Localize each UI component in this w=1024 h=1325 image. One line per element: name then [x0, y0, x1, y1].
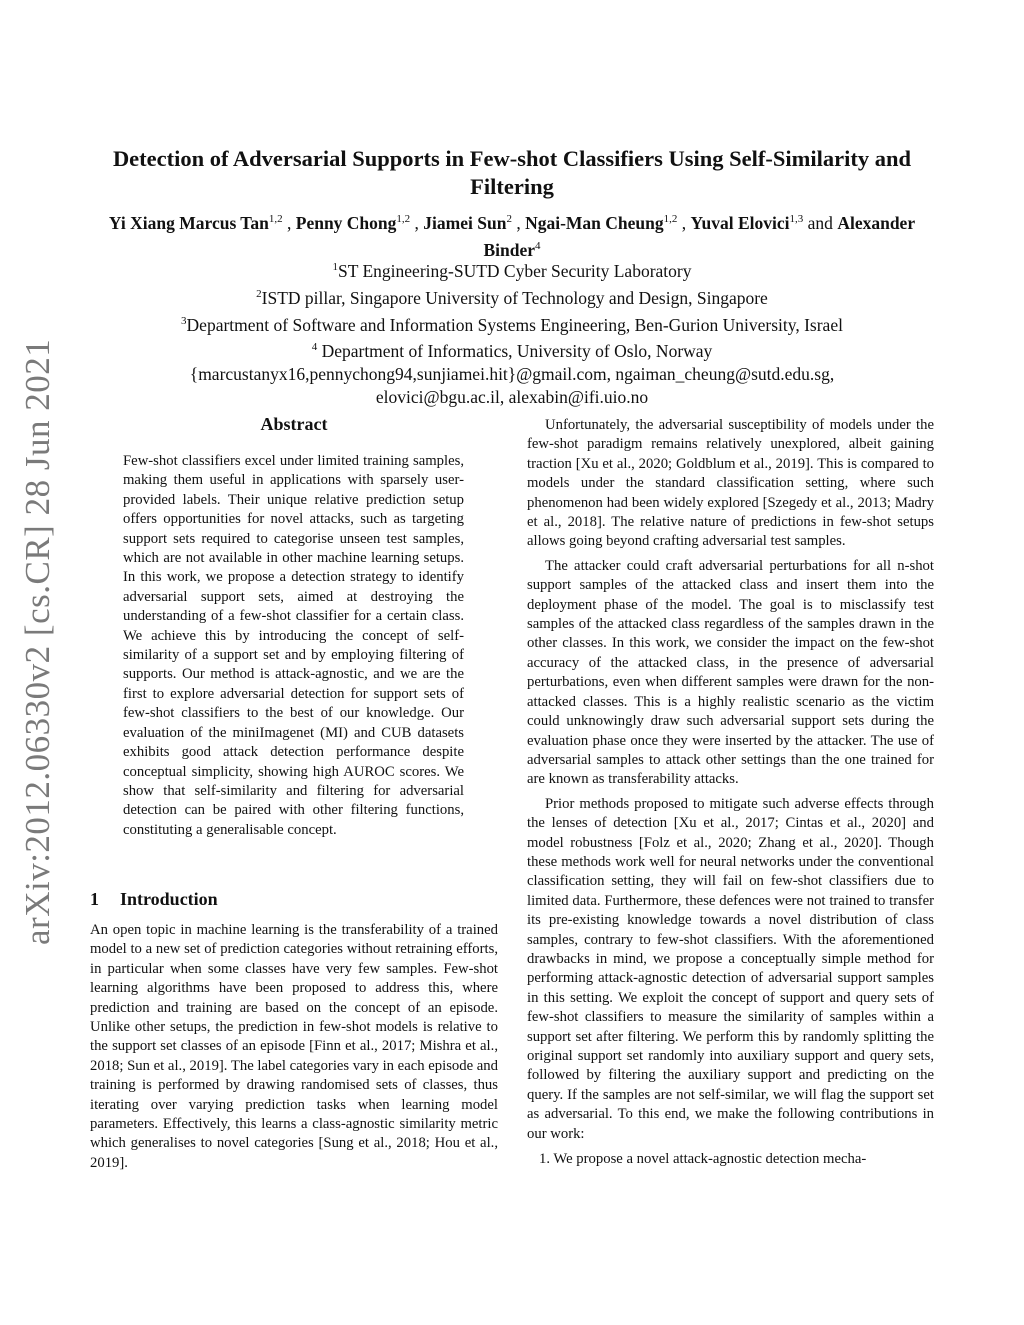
abstract-heading: Abstract [260, 414, 328, 434]
affiliation-line [100, 283, 924, 310]
author-affil-marker: 1,2 [268, 213, 283, 225]
author-name: Alexander Binder [483, 212, 916, 260]
author-separator: , [677, 212, 691, 233]
affiliation-line [100, 256, 924, 283]
author-separator: and [803, 212, 838, 233]
author-affil-marker: 2 [506, 213, 512, 225]
affiliation-line [100, 336, 924, 363]
affiliation-text: ISTD pillar, Singapore University of Technology and Design, Singapore [261, 287, 768, 308]
affiliation-line [100, 310, 924, 337]
affiliation-marker: 1 [332, 261, 338, 273]
author-affil-marker: 1,2 [396, 213, 411, 225]
email-line: elovici@bgu.ac.il, alexabin@ifi.uio.no [375, 387, 649, 408]
author-separator: , [511, 212, 526, 233]
section-title: Introduction [120, 889, 218, 909]
author-name: Yi Xiang Marcus Tan [108, 212, 269, 233]
author-name: Ngai-Man Cheung [525, 212, 664, 233]
author-name: Penny Chong [295, 212, 397, 233]
affiliation-block [100, 256, 924, 409]
section-heading-introduction [90, 889, 218, 910]
affiliation-text: Department of Software and Information Systems Engineering, Ben-Gurion University, Israel [186, 314, 843, 335]
author-affil-marker: 1,2 [663, 213, 678, 225]
affiliation-text: ST Engineering-SUTD Cyber Security Laboratory [338, 260, 692, 281]
body-paragraph: Prior methods proposed to mitigate such adverse effects through the lenses of detection [Xu et al., 2017; Cintas et al., 2020] and model robustness [Folz et al., 2020; Zhang et al., 2020]. Though these methods work well for neural networks under the conventional classification setting, they will fail on few-shot classifiers due to limited data. Furthermore, these defences were not trained to transfer its pre-existing knowledge towards a novel distribution of class samples, contrary to few-shot classifiers. With the aforementioned drawbacks in mind, we propose a conceptually simple method for performing attack-agnostic detection of adversarial support samples in this setting. We exploit the concept of support and query sets of few-shot classifiers to measure the similarity of samples within a support set after filtering. We perform this by randomly splitting the original support set randomly into auxiliary support and query sets, followed by filtering the auxiliary support and predicting on the query. If the samples are not self-similar, we will flag the support set as adversarial. To this end, we make the following contributions in our work: [527, 795, 934, 1142]
author-name: Yuval Elovici [690, 212, 790, 233]
arxiv-identifier-stamp: arXiv:2012.06330v2 [cs.CR] 28 Jun 2021 [18, 338, 57, 945]
author-list [100, 208, 924, 262]
abstract-text: Few-shot classifiers excel under limited training samples, making them useful in applications with sparsely user-provided labels. Their unique relative prediction setup offers opportunities for novel attacks, such as targeting support sets required to categorise unseen test samples, which are not available in other machine learning setups. In this work, we propose a detection strategy to identify adversarial support sets, aimed at destroying the understanding of a few-shot classifier for a certain class. We achieve this by introducing the concept of self-similarity of a support set and by employing filtering of supports. Our method is attack-agnostic, and we are the first to explore adversarial detection for support sets of few-shot classifiers to the best of our knowledge. Our evaluation of the miniImagenet (MI) and CUB datasets exhibits good attack detection performance despite conceptual simplicity, showing high AUROC scores. We show that self-similarity and filtering for adversarial detection can be paired with other filtering functions, constituting a generalisable concept. [123, 453, 464, 838]
right-column [527, 416, 934, 1174]
affiliation-marker: 3 [181, 314, 187, 327]
affiliation-text: Department of Informatics, University of Oslo, Norway [317, 341, 713, 362]
author-affil-marker: 1,3 [789, 213, 804, 225]
body-paragraph: Unfortunately, the adversarial susceptibility of models under the few-shot paradigm remains relatively unexplored, albeit gaining traction [Xu et al., 2020; Goldblum et al., 2019]. This is compared to models under the standard classification setting, where such phenomenon had been widely explored [Szegedy et al., 2013; Madry et al., 2018]. The relative nature of predictions in few-shot setups allows going beyond crafting adversarial test samples. [527, 417, 934, 550]
contribution-list-item: 1. We propose a novel attack-agnostic detection mecha- [539, 1151, 867, 1168]
author-affil-marker: 4 [535, 239, 541, 252]
email-line: {marcustanyx16,pennychong94,sunjiamei.hit}@gmail.com, ngaiman_cheung@sutd.edu.sg, [189, 364, 835, 385]
introduction-paragraph: An open topic in machine learning is the transferability of a trained model to a new set of prediction categories without retraining efforts, in particular when some classes have very few samples. Few-shot learning algorithms have been proposed to address this, where prediction and training are based on the concept of an episode. Unlike other setups, the prediction in few-shot models is relative to the support set classes of an episode [Finn et al., 2017; Mishra et al., 2018; Sun et al., 2019]. The label categories vary in each episode and training is performed by drawing randomised sets of classes, thus iterating over varying prediction tasks when learning model parameters. Effectively, this learns a class-agnostic similarity metric which generalises to novel categories [Sung et al., 2018; Hou et al., 2019]. [90, 922, 498, 1171]
author-separator: , [282, 212, 296, 233]
body-paragraph: The attacker could craft adversarial perturbations for all n-shot support samples of the attacked class and insert them into the deployment phase of the model. The goal is to misclassify test samples of the attacked class regardless of the samples drawn in the other classes. In this work, we consider the impact on the few-shot accuracy of the attacked class, in the presence of adversarial perturbations, even when different samples were drawn for the non-attacked classes. This is a highly realistic scenario as the victim could unknowingly draw such adversarial support sets during the evaluation phase once they were inserted by the attacker. The use of adversarial samples to attack other settings than the one trained for are known as transferability attacks. [527, 557, 934, 788]
author-name: Jiamei Sun [423, 212, 507, 233]
affiliation-marker: 2 [256, 287, 262, 300]
affiliation-marker: 4 [311, 341, 318, 354]
section-number: 1 [90, 889, 99, 909]
paper-title: Detection of Adversarial Supports in Few-shot Classifiers Using Self-Similarity and Filtering [112, 146, 912, 199]
author-separator: , [410, 212, 424, 233]
